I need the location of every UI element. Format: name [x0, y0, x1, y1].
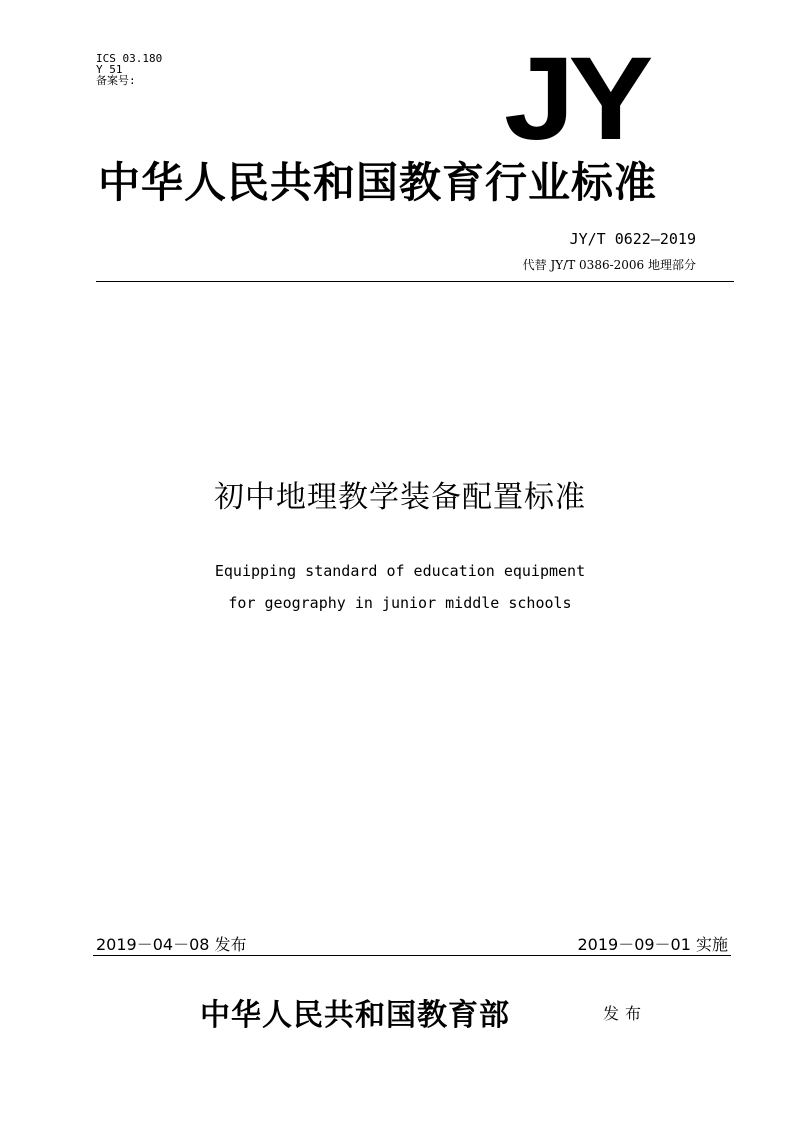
filing-number-label: 备案号:: [96, 74, 136, 87]
jy-logo: JY: [504, 33, 647, 165]
issue-date: 2019－04－08 发布: [96, 935, 247, 954]
replaces-note: 代替 JY/T 0386-2006 地理部分: [522, 258, 696, 272]
document-title-chinese: 初中地理教学装备配置标准: [214, 480, 586, 515]
issuing-authority: 中华人民共和国教育部: [200, 998, 510, 1033]
implementation-date: 2019－09－01 实施: [577, 935, 728, 954]
bottom-divider: [93, 955, 731, 956]
document-title-english-line1: Equipping standard of education equipment: [214, 562, 586, 580]
top-divider: [96, 281, 734, 282]
document-title-english-line2: for geography in junior middle schools: [228, 594, 572, 612]
industry-standard-title: 中华人民共和国教育行业标准: [98, 158, 658, 207]
publish-label: 发布: [603, 1004, 648, 1023]
ics-code: ICS 03.180: [96, 52, 163, 65]
standard-code: JY/T 0622—2019: [569, 230, 696, 248]
ccs-code: Y 51: [96, 63, 123, 76]
classification-block: [96, 53, 162, 86]
